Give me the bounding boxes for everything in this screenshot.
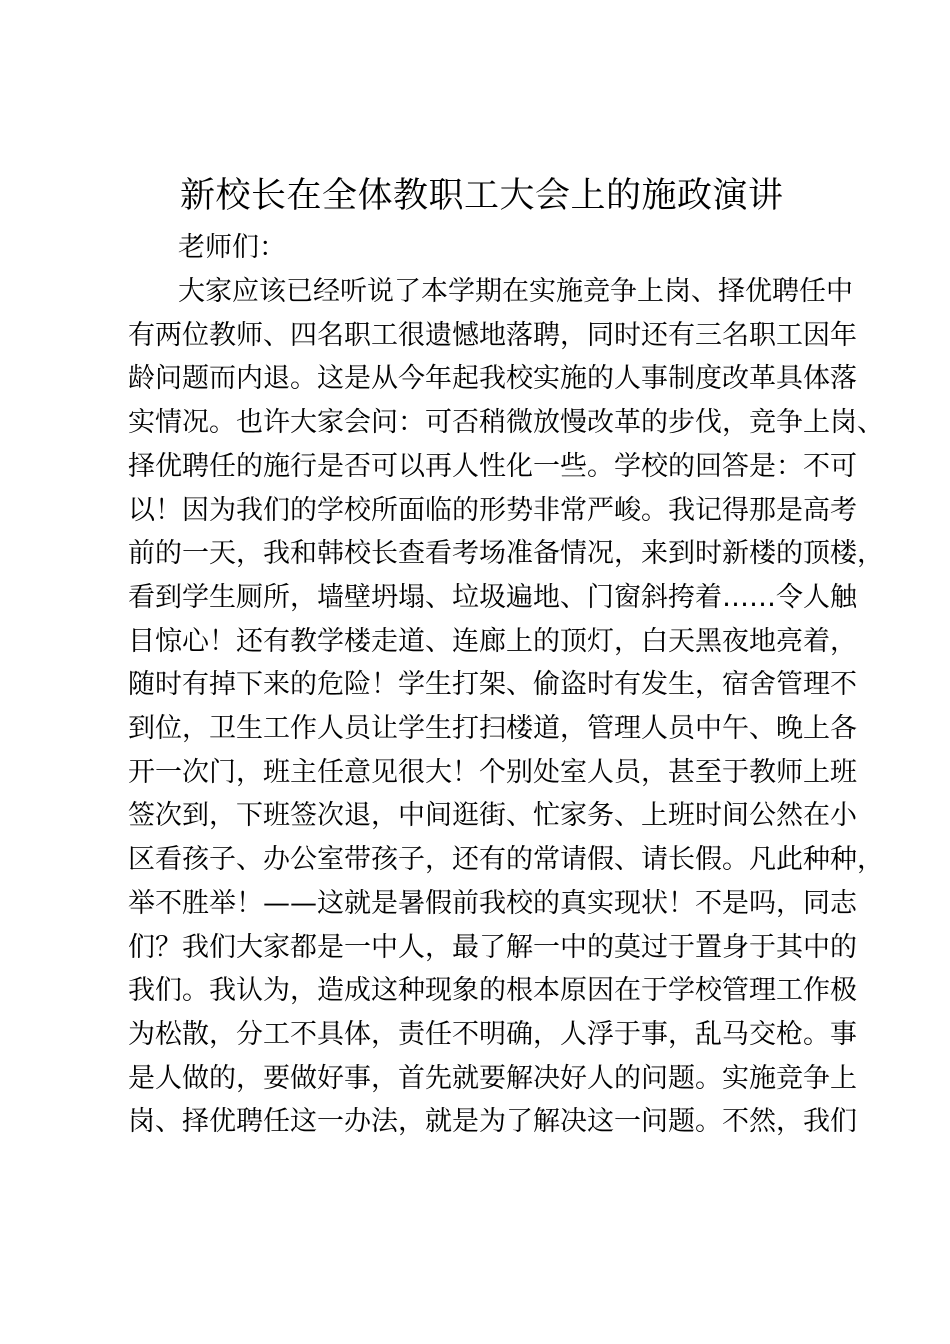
body-line: 实情况。也许大家会问：可否稍微放慢改革的步伐，竞争上岗、 [128, 407, 884, 438]
body-line: 随时有掉下来的危险！学生打架、偷盗时有发生，宿舍管理不 [128, 669, 857, 700]
body-line: 择优聘任的施行是否可以再人性化一些。学校的回答是：不可 [128, 451, 857, 482]
body-line: 到位，卫生工作人员让学生打扫楼道，管理人员中午、晚上各 [128, 713, 857, 744]
body-line: 看到学生厕所，墙壁坍塌、垃圾遍地、门窗斜挎着……令人触 [128, 582, 857, 613]
body-line: 举不胜举！——这就是暑假前我校的真实现状！不是吗，同志 [128, 888, 857, 919]
body-line: 目惊心！还有教学楼走道、连廊上的顶灯，白天黑夜地亮着， [128, 626, 857, 657]
body-line: 是人做的，要做好事，首先就要解决好人的问题。实施竞争上 [128, 1063, 857, 1094]
body-line: 为松散，分工不具体，责任不明确，人浮于事，乱马交枪。事 [128, 1019, 857, 1050]
body-line: 区看孩子、办公室带孩子，还有的常请假、请长假。凡此种种， [128, 844, 884, 875]
body-line: 大家应该已经听说了本学期在实施竞争上岗、择优聘任中 [178, 276, 853, 307]
body-line: 前的一天，我和韩校长查看考场准备情况，来到时新楼的顶楼， [128, 538, 884, 569]
salutation: 老师们： [178, 232, 286, 263]
body-line: 开一次门，班主任意见很大！个别处室人员，甚至于教师上班 [128, 757, 857, 788]
body-line: 龄问题而内退。这是从今年起我校实施的人事制度改革具体落 [128, 363, 857, 394]
body-line: 以！因为我们的学校所面临的形势非常严峻。我记得那是高考 [128, 495, 857, 526]
body-line: 们？我们大家都是一中人，最了解一中的莫过于置身于其中的 [128, 932, 857, 963]
body-line: 我们。我认为，造成这种现象的根本原因在于学校管理工作极 [128, 975, 857, 1006]
body-line: 有两位教师、四名职工很遗憾地落聘，同时还有三名职工因年 [128, 320, 857, 351]
document-title: 新校长在全体教职工大会上的施政演讲 [180, 176, 784, 216]
body-line: 签次到，下班签次退，中间逛街、忙家务、上班时间公然在小 [128, 800, 857, 831]
body-line: 岗、择优聘任这一办法，就是为了解决这一问题。不然，我们 [128, 1106, 857, 1137]
